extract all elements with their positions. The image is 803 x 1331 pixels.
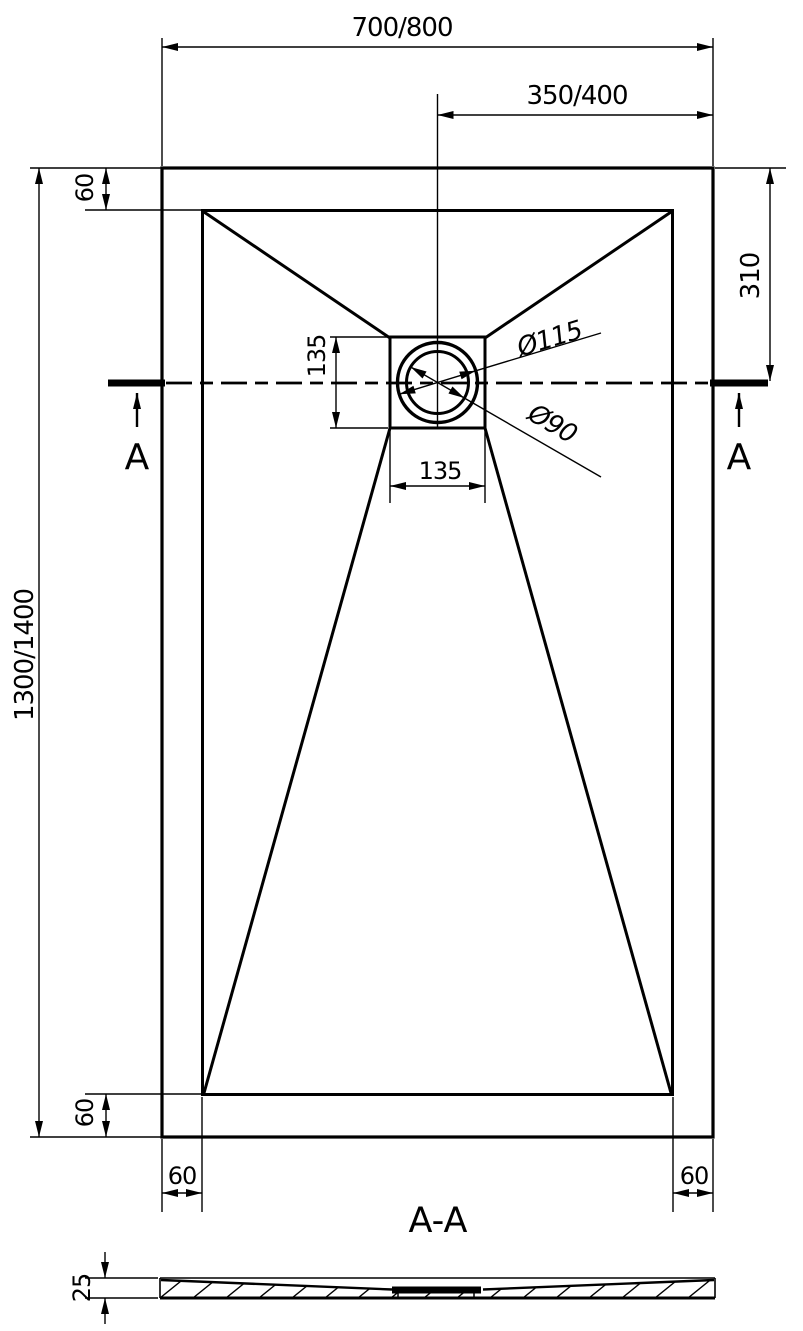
dim-overall-width-label: 700/800 xyxy=(351,13,453,43)
slope-line-bottom-left xyxy=(204,428,390,1093)
dim-rim-bottom-left-label: 60 xyxy=(167,1162,197,1190)
dim-drain-square-height-label: 135 xyxy=(303,334,331,378)
section-marker-a-right: A xyxy=(726,437,752,478)
slope-line-bottom-right xyxy=(485,428,671,1093)
slope-line-top-left xyxy=(204,212,390,338)
dim-drain-from-top-label: 310 xyxy=(736,252,766,300)
section-view xyxy=(68,1201,715,1324)
label-drain-outer-diameter: Ø115 xyxy=(513,315,586,364)
plan-view xyxy=(30,38,786,1212)
dim-thickness-label: 25 xyxy=(68,1273,96,1303)
section-title: A-A xyxy=(408,1201,468,1241)
dim-rim-bottom-label: 60 xyxy=(71,1098,99,1128)
section-drain-body xyxy=(392,1287,481,1294)
dim-drain-square-width-label: 135 xyxy=(418,457,462,485)
dim-center-offset-label: 350/400 xyxy=(526,81,628,111)
dim-rim-bottom-right-label: 60 xyxy=(679,1162,709,1190)
label-drain-inner-diameter: Ø90 xyxy=(522,398,582,450)
dim-rim-top-label: 60 xyxy=(71,173,99,203)
plan-view-labels xyxy=(10,13,766,1190)
section-marker-a-left: A xyxy=(124,437,150,478)
dim-overall-length-label: 1300/1400 xyxy=(10,588,40,722)
